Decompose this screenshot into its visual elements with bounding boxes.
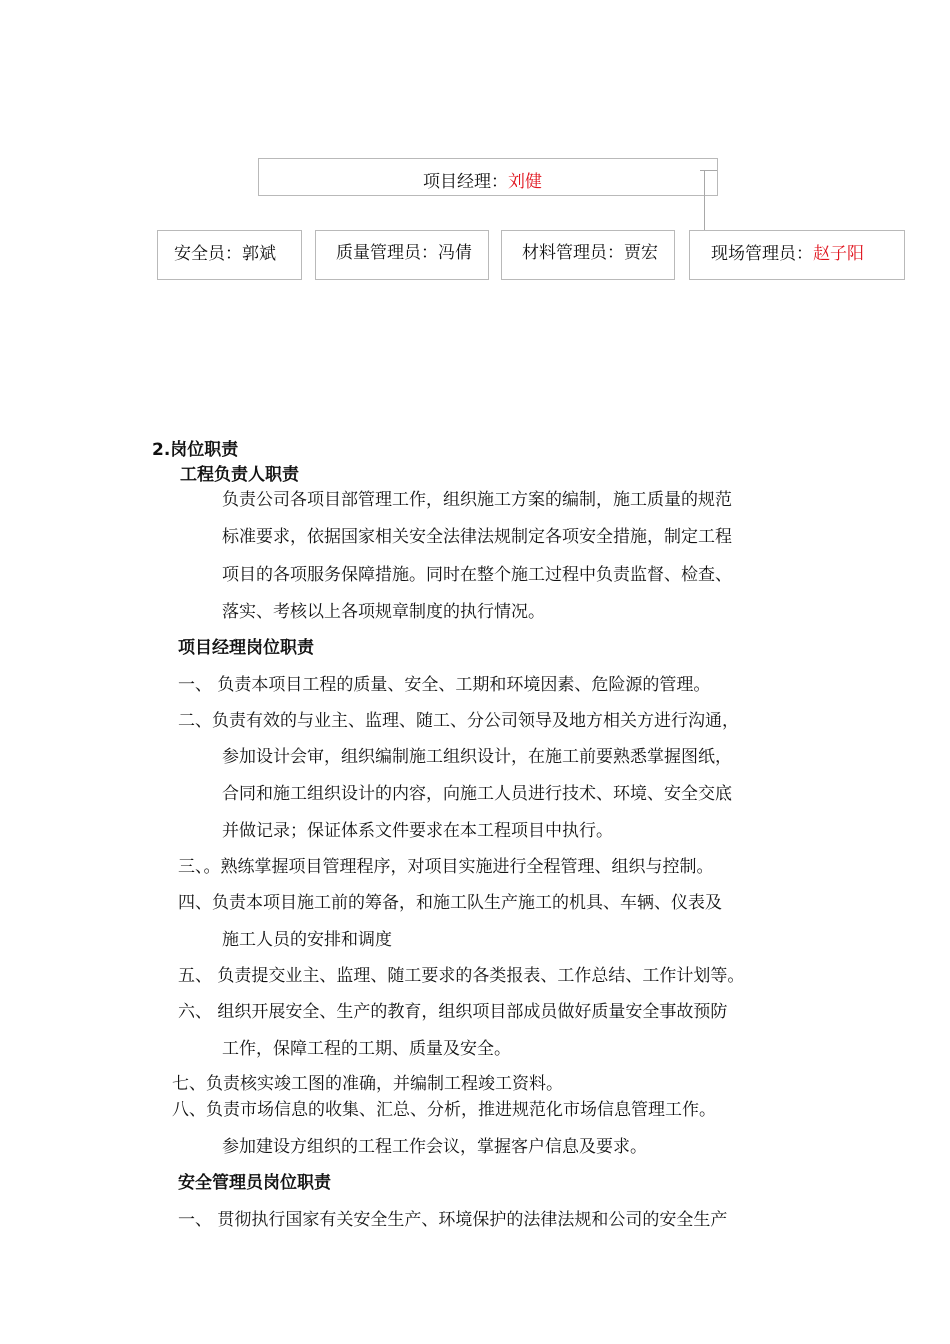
pm-line: 八、负责市场信息的收集、汇总、分析，推进规范化市场信息管理工作。 (172, 1100, 716, 1120)
pm-line: 工作，保障工程的工期、质量及安全。 (222, 1039, 511, 1059)
subordinate-label: 材料管理员：贾宏 (522, 243, 658, 263)
safety-title: 安全管理员岗位职责 (178, 1173, 331, 1193)
pm-line: 七、负责核实竣工图的准确，并编制工程竣工资料。 (172, 1074, 563, 1094)
subordinate-box-material (501, 230, 675, 280)
pm-line: 一、 负责本项目工程的质量、安全、工期和环境因素、危险源的管理。 (178, 675, 711, 695)
connector-horizontal (700, 170, 717, 171)
subordinate-box-safety (157, 230, 302, 280)
pm-line: 六、 组织开展安全、生产的教育，组织项目部成员做好质量安全事故预防 (178, 1002, 728, 1022)
subordinate-box-site (689, 230, 905, 280)
connector-vertical (704, 170, 705, 232)
subordinate-box-quality (315, 230, 489, 280)
subordinate-name: 赵子阳 (813, 244, 864, 264)
subordinate-label: 现场管理员： (711, 244, 813, 264)
pm-line: 三、。熟练掌握项目管理程序，对项目实施进行全程管理、组织与控制。 (178, 857, 714, 877)
section-heading: 2.岗位职责 (152, 440, 239, 460)
engineer-title: 工程负责人职责 (180, 465, 299, 485)
pm-line: 并做记录；保证体系文件要求在本工程项目中执行。 (222, 821, 613, 841)
engineer-line: 负责公司各项目部管理工作，组织施工方案的编制，施工质量的规范 (222, 490, 732, 510)
engineer-line: 落实、考核以上各项规章制度的执行情况。 (222, 602, 545, 622)
safety-line: 一、 贯彻执行国家有关安全生产、环境保护的法律法规和公司的安全生产 (178, 1210, 728, 1230)
pm-line: 施工人员的安排和调度 (222, 930, 392, 950)
pm-line: 二、负责有效的与业主、监理、随工、分公司领导及地方相关方进行沟通， (178, 711, 739, 731)
engineer-line: 项目的各项服务保障措施。同时在整个施工过程中负责监督、检查、 (222, 565, 732, 585)
subordinate-label: 安全员：郭斌 (174, 244, 276, 264)
pm-line: 五、 负责提交业主、监理、随工要求的各类报表、工作总结、工作计划等。 (178, 966, 745, 986)
pm-line: 合同和施工组织设计的内容，向施工人员进行技术、环境、安全交底 (222, 784, 732, 804)
manager-label: 项目经理： (423, 172, 508, 192)
manager-name: 刘健 (508, 172, 542, 192)
pm-line: 参加设计会审，组织编制施工组织设计，在施工前要熟悉掌握图纸， (222, 747, 732, 767)
pm-line: 四、负责本项目施工前的筹备，和施工队生产施工的机具、车辆、仪表及 (178, 893, 722, 913)
pm-line: 参加建设方组织的工程工作会议，掌握客户信息及要求。 (222, 1137, 647, 1157)
pm-title: 项目经理岗位职责 (178, 638, 314, 658)
engineer-line: 标准要求，依据国家相关安全法律法规制定各项安全措施，制定工程 (222, 527, 732, 547)
subordinate-label: 质量管理员：冯倩 (336, 243, 472, 263)
manager-box (258, 158, 718, 196)
